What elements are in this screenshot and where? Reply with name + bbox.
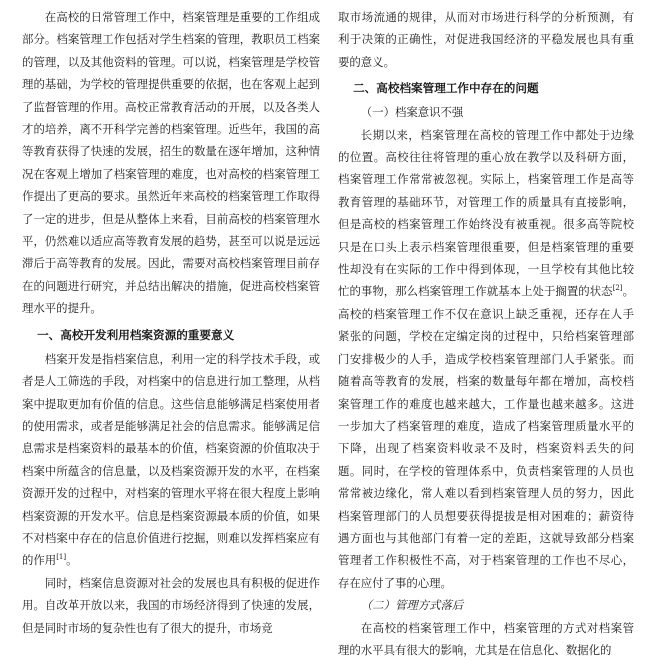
paragraph-end: 。 [66, 553, 78, 568]
paragraph-continued: 取市场流通的规律，从而对市场进行科学的分析预测，有利于决策的正确性，对促进我国经济的平稳发展也具有重要的意义。 [338, 10, 634, 69]
paragraph-archive-development [22, 348, 320, 572]
paragraph-awareness [338, 124, 634, 595]
subsection-1-heading: （一）档案意识不强 [360, 105, 464, 120]
section-1-heading: 一、高校开发利用档案资源的重要意义 [37, 327, 235, 342]
paragraph-management-method: 在高校的档案管理工作中，档案管理的方式对档案管理的水平具有很大的影响，尤其是在信息化、数据化的 [338, 620, 634, 657]
paragraph-text-cont: 。高校的档案管理工作不仅在意识上缺乏重视，还存在人手紧张的问题，学校在定编定岗的过程中，只给档案管理部门安排极少的人手，造成学校档案管理部门人手紧张。而随着高等教育的发展，档案的数量每年都在增加，高校档案管理工作的难度也越来越大，工作量也越来越多。这进一步加大了档案管理的难度，造成了档案管理质量水平的下降，出现了档案资料收录不及时，档案资料丢失的问题。同时，在学校的管理体系中，负责档案管理的人员也常常被边缘化，常人难以看到档案管理人员的努力，因此档案管理部门的人员想要获得提拔是相对困难的；薪资待遇方面也与其他部门有着一定的差距，这就导致部分档案管理者工作积极性不高，对于档案管理的工作也不尽心，存在应付了事的心理。 [338, 284, 634, 590]
left-column [22, 6, 320, 639]
paragraph-social-value: 同时，档案信息资源对社会的发展也具有积极的促进作用。自改革开放以来，我国的市场经济得到了快速的发展，但是同时市场的复杂性也有了很大的提升，市场竞 [22, 575, 320, 635]
citation-2: [2] [612, 284, 623, 293]
paragraph-text: 档案开发是指档案信息，利用一定的科学技术手段，或者是人工筛选的手段，对档案中的信息进行加工整理，从档案中提取更加有价值的信息。这些信息能够满足档案使用者的使用需求，或者是能够满足社会的信息需求。能够满足信息需求是档案资料的最基本的价值，档案资源的价值取决于档案中所蕴含的信息量，以及档案资源开发的水平，在档案资源开发的过程中，对档案的管理水平将在很大程度上影响档案资源的开发水平。信息是档案资源最本质的价值，如果不对档案中存在的信息价值进行挖掘，则难以发挥档案应有的作用 [22, 351, 320, 568]
paragraph-intro: 在高校的日常管理工作中，档案管理是重要的工作组成部分。档案管理工作包括对学生档案的管理，教职员工档案的管理，以及其他资料的管理。可以说，档案管理是学校管理的基础，为学校的管理提供重要的依据，也在客观上起到了监督管理的作用。高校正常教育活动的开展，以及各类人才的培养，离不开科学完善的档案管理。近些年，我国的高等教育获得了快速的发展，招生的数量在逐年增加，这种情况在客观上增加了档案管理的难度，也对高校的档案管理工作提出了更高的要求。虽然近年来高校的档案管理工作取得了一定的进步，但是从整体上来看，目前高校的档案管理水平，仍然难以适应高等教育发展的趋势，甚至可以说是远远滞后于高等教育的发展。因此，需要对高校档案管理目前存在的问题进行研究，并总结出解决的措施，促进高校档案管理水平的提升。 [22, 10, 320, 316]
right-column [338, 6, 634, 661]
paragraph-text: 长期以来，档案管理在高校的管理工作中都处于边缘的位置。高校往往将管理的重心放在教学以及科研方面，档案管理工作常常被忽视。实际上，档案管理工作是高等教育管理的基础环节，对管理工作的质量具有直接影响，但是高校的档案管理工作始终没有被重视。很多高等院校只是在口头上表示档案管理很重要，但是档案管理的重要性却没有在实际的工作中得到体现，一旦学校有其他比较忙的事物，那么档案管理工作就基本上处于搁置的状态 [338, 127, 634, 299]
section-2-heading: 二、高校档案管理工作中存在的问题 [353, 81, 539, 96]
citation-1: [1] [56, 553, 67, 562]
subsection-2-heading: （二）管理方式落后 [360, 598, 464, 613]
